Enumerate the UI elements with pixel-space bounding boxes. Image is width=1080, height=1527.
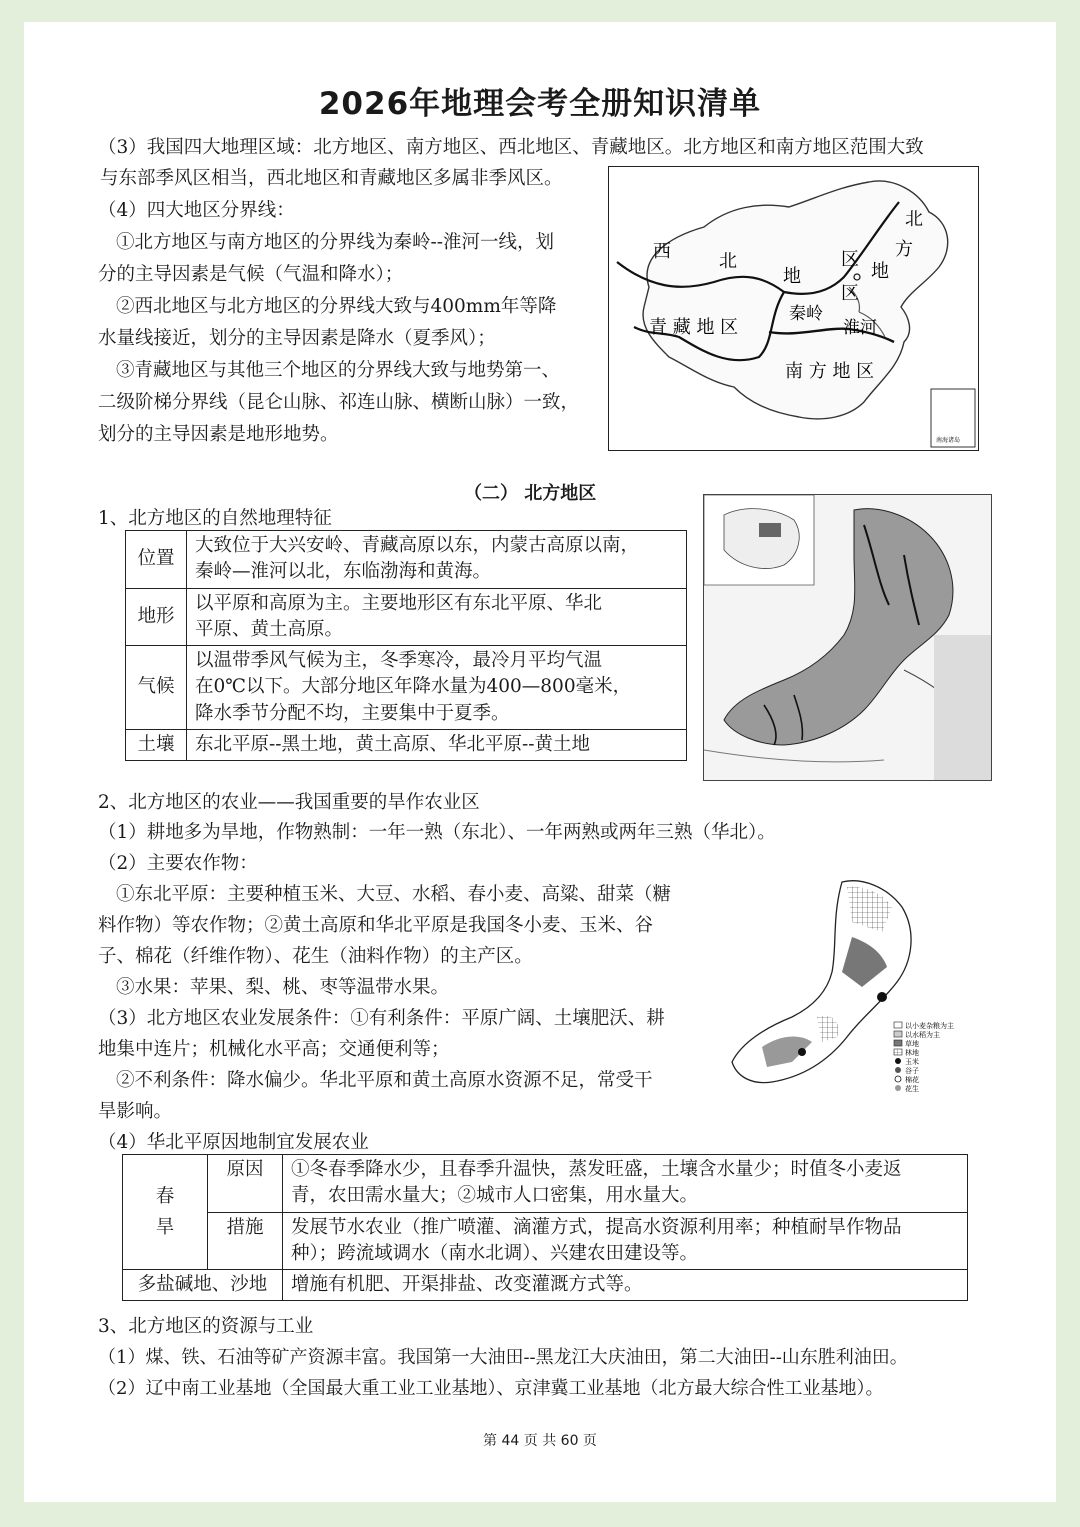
legend-item: 草地 (905, 1040, 919, 1048)
map-label-di2: 地 (871, 261, 889, 282)
body-line: 旱影响。 (98, 1101, 173, 1122)
legend-swatch (895, 1058, 901, 1064)
table-label: 位置 (126, 531, 187, 589)
body-line: ②不利条件：降水偏少。华北平原和黄土高原水资源不足，常受干 (116, 1070, 653, 1091)
body-line: ①东北平原：主要种植玉米、大豆、水稻、春小麦、高粱、甜菜（糖 (116, 884, 672, 905)
intro-line: 划分的主导因素是地形地势。 (98, 424, 339, 445)
table-cell: 增施有机肥、开渠排盐、改变灌溉方式等。 (283, 1270, 968, 1301)
subsection-heading: 3、北方地区的资源与工业 (98, 1316, 314, 1337)
body-line: 料作物）等农作物；②黄土高原和华北平原是我国冬小麦、玉米、谷 (98, 915, 654, 936)
table-row (126, 729, 687, 760)
table-line: 平原、黄土高原。 (195, 618, 344, 640)
legend-swatch (895, 1085, 901, 1091)
body-line: ③水果：苹果、梨、桃、枣等温带水果。 (116, 977, 450, 998)
intro-line: 二级阶梯分界线（昆仑山脉、祁连山脉、横断山脉）一致， (98, 392, 580, 413)
northern-region-map (703, 494, 992, 781)
map-label-bei2: 北 (905, 209, 923, 230)
legend-swatch (894, 1049, 902, 1055)
table-line: 降水季节分配不均，主要集中于夏季。 (195, 702, 510, 724)
table-line: 大致位于大兴安岭、青藏高原以东，内蒙古高原以南， (195, 535, 640, 556)
intro-line: 与东部季风区相当，西北地区和青藏地区多属非季风区。 (100, 168, 563, 189)
body-line: （1）煤、铁、石油等矿产资源丰富。我国第一大油田--黑龙江大庆油田，第二大油田--山东胜利油田。 (98, 1347, 908, 1368)
legend-swatch (894, 1031, 902, 1037)
intro-line: ①北方地区与南方地区的分界线为秦岭--淮河一线，划 (116, 232, 555, 253)
body-line: （3）北方地区农业发展条件：①有利条件：平原广阔、土壤肥沃、耕 (98, 1008, 665, 1029)
body-line: （2）主要农作物： (98, 853, 258, 874)
intro-line: 分的主导因素是气候（气温和降水）； (98, 264, 404, 285)
table-row (123, 1270, 968, 1301)
table-line: 以平原和高原为主。主要地形区有东北平原、华北 (195, 592, 603, 614)
page-title: 2026年地理会考全册知识清单 (318, 86, 762, 122)
map-label-qingzang: 青 藏 地 区 (649, 317, 739, 338)
table-label: 措施 (208, 1212, 283, 1270)
subsection-heading: 1、北方地区的自然地理特征 (98, 508, 332, 529)
table-cell (187, 729, 687, 760)
table-line: ①冬春季降水少，且春季升温快，蒸发旺盛，土壤含水量少；时值冬小麦返 (291, 1159, 902, 1180)
body-line: （1）耕地多为旱地，作物熟制：一年一熟（东北）、一年两熟或两年三熟（华北）。 (98, 822, 776, 843)
table-row (123, 1212, 968, 1270)
legend-item: 以小麦杂粮为主 (905, 1022, 954, 1030)
table-label: 地形 (126, 588, 187, 646)
subsection-heading: 2、北方地区的农业——我国重要的旱作农业区 (98, 792, 480, 813)
legend-swatch (895, 1067, 901, 1073)
table-label: 气候 (126, 646, 187, 730)
legend-item: 林地 (905, 1049, 919, 1057)
agriculture-map-graphic (722, 877, 972, 1095)
table-cell (283, 1212, 968, 1270)
body-line: 地集中连片；机械化水平高；交通便利等； (98, 1039, 450, 1060)
legend-item: 谷子 (905, 1067, 919, 1075)
map-label-huaihe: 淮河 (843, 318, 877, 338)
map-label-nanfang: 南 方 地 区 (785, 361, 875, 382)
body-line: （2）辽中南工业基地（全国最大重工业工业基地）、京津冀工业基地（北方最大综合性工业基地）。 (98, 1378, 884, 1399)
table-line: 秦岭—淮河以北，东临渤海和黄海。 (195, 561, 492, 583)
legend-item: 以水稻为主 (905, 1031, 940, 1039)
chunhan-char: 旱 (155, 1217, 175, 1239)
table-cell (187, 531, 687, 589)
map-label-qu: 区 (841, 249, 859, 270)
map-inset-label: 南海诸岛 (936, 437, 961, 444)
table-line: 东北平原--黑土地，黄土高原、华北平原--黄土地 (195, 733, 591, 755)
table-row (123, 1155, 968, 1213)
table-line: 青，农田需水量大；②城市人口密集，用水量大。 (291, 1185, 699, 1207)
legend-swatch (894, 1040, 902, 1046)
table-row (126, 531, 687, 589)
table-cell (187, 588, 687, 646)
body-line: （4）华北平原因地制宜发展农业 (98, 1132, 369, 1153)
map-label-qu2: 区 (841, 283, 859, 304)
map-label-qinling: 秦岭 (789, 304, 823, 324)
page-footer: 第 44 页 共 60 页 (483, 1433, 597, 1449)
section-heading: （二） 北方地区 (464, 483, 597, 504)
map-label-xi: 西 (653, 241, 671, 262)
table-row (126, 588, 687, 646)
legend-item: 玉米 (905, 1058, 919, 1066)
intro-line: ②西北地区与北方地区的分界线大致与400mm年等降 (116, 296, 557, 317)
table-line: 以温带季风气候为主，冬季寒冷，最冷月平均气温 (195, 650, 603, 672)
table-cell (187, 646, 687, 730)
table-label (123, 1155, 208, 1270)
legend-swatch (895, 1076, 901, 1082)
document-page (24, 22, 1056, 1502)
table-label: 原因 (208, 1155, 283, 1213)
table-line: 在0℃以下。大部分地区年降水量为400—800毫米， (195, 676, 632, 698)
table-row (126, 646, 687, 730)
table-cell (283, 1155, 968, 1213)
spring-drought-table (122, 1154, 968, 1301)
map-label-bei: 北 (719, 251, 737, 272)
china-regions-map (608, 166, 979, 451)
intro-line: （3）我国四大地理区域：北方地区、南方地区、西北地区、青藏地区。北方地区和南方地区范围大致 (98, 137, 924, 158)
map-label-fang: 方 (895, 239, 913, 260)
china-regions-map-graphic (609, 167, 978, 450)
legend-item: 棉花 (905, 1076, 919, 1084)
legend-swatch (894, 1022, 902, 1028)
map-label-di: 地 (783, 266, 801, 287)
chunhan-char: 春 (155, 1185, 175, 1207)
northern-region-map-graphic (704, 495, 991, 780)
agriculture-map (722, 877, 972, 1095)
intro-line: 水量线接近，划分的主导因素是降水（夏季风）； (98, 328, 496, 349)
natural-features-table (125, 530, 687, 761)
intro-line: ③青藏地区与其他三个地区的分界线大致与地势第一、 (116, 360, 561, 381)
table-label: 土壤 (126, 729, 187, 760)
table-line: 发展节水农业（推广喷灌、滴灌方式，提高水资源利用率；种植耐旱作物品 (291, 1216, 902, 1238)
body-line: 子、棉花（纤维作物）、花生（油料作物）的主产区。 (98, 946, 533, 967)
intro-line: （4）四大地区分界线： (98, 200, 295, 221)
legend-item: 花生 (905, 1085, 919, 1093)
table-label: 多盐碱地、沙地 (123, 1270, 283, 1301)
table-line: 种）；跨流域调水（南水北调）、兴建农田建设等。 (291, 1242, 699, 1264)
